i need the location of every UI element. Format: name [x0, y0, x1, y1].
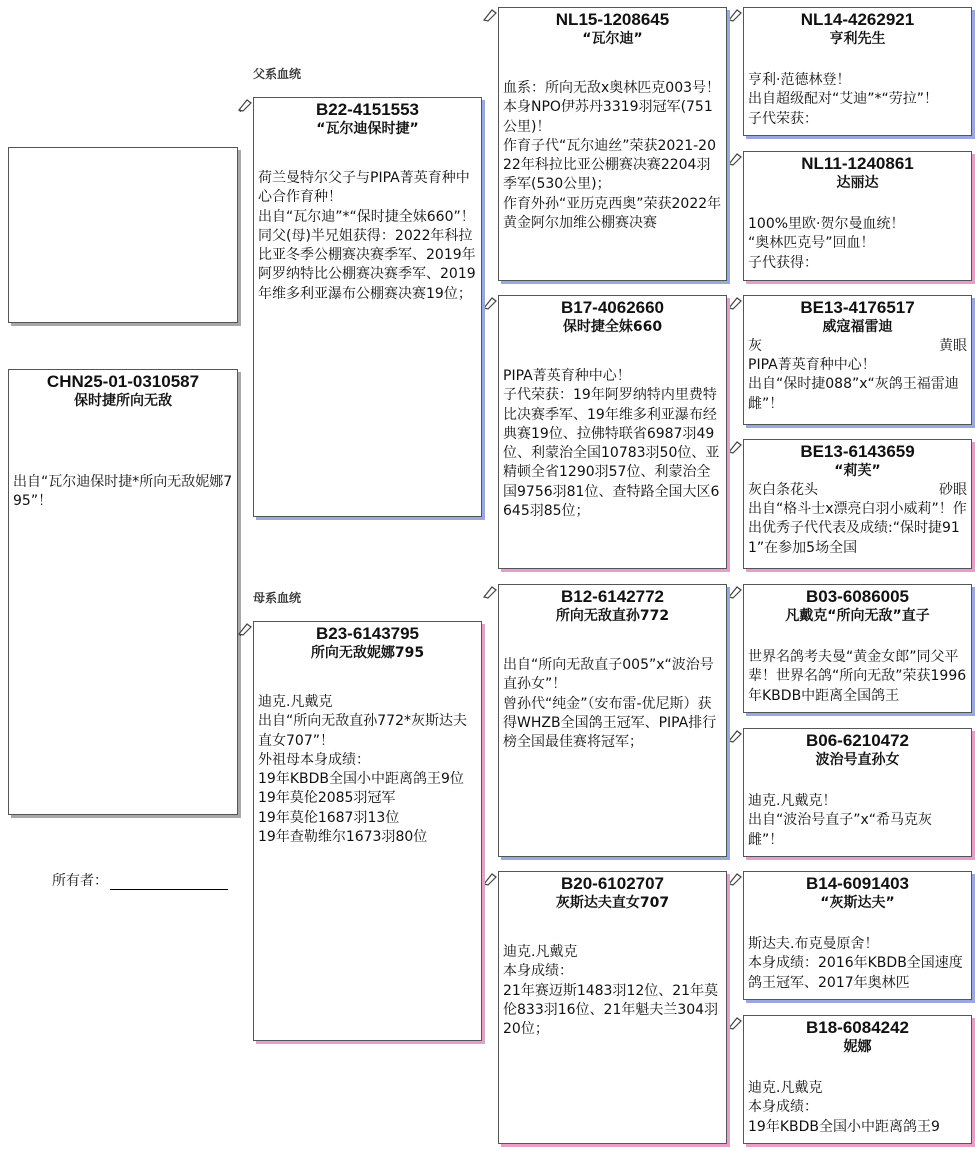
- sss-ring: NL14-4262921: [800, 10, 915, 29]
- dam-ring: B23-6143795: [315, 624, 420, 643]
- edit-tag-icon[interactable]: [482, 296, 498, 310]
- dss-ring: B03-6086005: [805, 587, 910, 606]
- ss-line: 本身NPO伊苏丹3319羽冠军(751公里)！: [503, 99, 713, 135]
- ssd-name: 达丽达: [836, 175, 879, 191]
- subject-line: 出自“瓦尔迪保时捷*所向无敌妮娜795”！: [13, 474, 233, 510]
- dam-line: 19年查勒维尔1673羽80位: [258, 829, 428, 846]
- dsd-line: 出自“波治号直子”x“希马克灰雌”！: [748, 812, 933, 848]
- sire-ring: B22-4151553: [315, 100, 420, 119]
- ssd-card: [743, 151, 972, 281]
- sire-line-label: 父系血统: [253, 67, 302, 81]
- ss-ring: NL15-1208645: [555, 10, 670, 29]
- sds-card: [743, 295, 972, 425]
- ds-line: 曾孙代“纯金”（安布雷-优尼斯）获得WHZB全国鸽王冠军、PIPA排行榜全国最佳赛将冠军；: [503, 695, 717, 751]
- edit-tag-icon[interactable]: [237, 98, 253, 112]
- dd-ring: B20-6102707: [560, 874, 665, 893]
- ss-line: 血系：所向无敌x奥林匹克003号！: [503, 80, 721, 96]
- dam-line: 19年KBDB全国小中距离鸽王9位: [258, 771, 464, 788]
- ssd-line: 子代获得：: [748, 254, 818, 271]
- ddd-card: [743, 1015, 972, 1144]
- dd-line: 21年赛迈斯1483羽12位、21年莫伦833羽16位、21年魁夫兰304羽20位；: [503, 982, 719, 1038]
- pigeon-photo-box: [8, 147, 238, 323]
- edit-tag-icon[interactable]: [482, 8, 498, 22]
- dam-line: 迪克.凡戴克: [258, 694, 333, 710]
- dam-line: 19年莫伦1687羽13位: [258, 809, 400, 826]
- sdd-eye: 砂眼: [939, 482, 967, 498]
- sdd-card: [743, 439, 972, 569]
- ddd-line: 本身成绩：: [748, 1099, 818, 1116]
- sds-name: 威寇福雷迪: [822, 319, 893, 335]
- dsd-card: [743, 728, 972, 857]
- dss-name: 凡戴克“所向无敌”直子: [785, 608, 930, 624]
- dds-ring: B14-6091403: [805, 874, 910, 893]
- dam-line: 19年莫伦2085羽冠军: [258, 790, 396, 807]
- dds-line: 本身成绩：2016年KBDB全国速度鸽王冠军、2017年奥林匹: [748, 955, 963, 991]
- ddd-ring: B18-6084242: [805, 1018, 910, 1037]
- ss-line: 作育外孙“亚历克西奥”荣获2022年黄金阿尔加维公棚赛决赛: [503, 195, 722, 232]
- edit-tag-icon[interactable]: [482, 585, 498, 599]
- dds-line: 斯达夫.布克曼原舍！: [748, 936, 879, 952]
- subject-name: 保时捷所向无敌: [74, 393, 172, 409]
- edit-tag-icon[interactable]: [727, 440, 743, 454]
- ssd-ring: NL11-1240861: [801, 154, 914, 173]
- dss-line: 世界名鸽考夫曼“黄金女郎”同父平辈！世界名鸽“所向无敌”荣获1996年KBDB中距离全国鸽王: [748, 649, 967, 704]
- edit-tag-icon[interactable]: [727, 1016, 743, 1030]
- sss-line: 子代荣获：: [748, 110, 818, 127]
- sire-dam-card: [498, 295, 727, 569]
- ssd-line: “奥林匹克号”回血！: [748, 235, 875, 252]
- sd-line: PIPA菁英育种中心！: [503, 368, 631, 384]
- dam-name: 所向无敌妮娜795: [310, 645, 425, 661]
- dam-line: 外祖母本身成绩：: [258, 751, 370, 768]
- owner-signature-line[interactable]: [110, 874, 228, 890]
- edit-tag-icon[interactable]: [727, 8, 743, 22]
- dam-line: 出自“所向无敌直孙772*灰斯达夫直女707”！: [258, 713, 467, 749]
- dd-name: 灰斯达夫直女707: [555, 895, 670, 911]
- ddd-name: 妮娜: [843, 1039, 872, 1055]
- edit-tag-icon[interactable]: [482, 872, 498, 886]
- edit-tag-icon[interactable]: [727, 729, 743, 743]
- sd-name: 保时捷全妹660: [562, 319, 663, 335]
- dsd-line: 迪克.凡戴克！: [748, 793, 837, 809]
- ddd-line: 19年KBDB全国小中距离鸽王9: [748, 1118, 940, 1135]
- sdd-ring: BE13-6143659: [800, 442, 915, 461]
- dsd-name: 波治号直孙女: [815, 752, 900, 768]
- sire-card: [253, 97, 482, 517]
- sd-ring: B17-4062660: [560, 298, 665, 317]
- sds-ring: BE13-4176517: [800, 298, 915, 317]
- sds-color: 灰: [748, 338, 762, 354]
- edit-tag-icon[interactable]: [727, 152, 743, 166]
- subject-ring: CHN25-01-0310587: [46, 372, 200, 391]
- sdd-line: 出自“格斗士x漂亮白羽小威莉”！作出优秀子代代表及成绩:“保时捷911”在参加5场全国: [748, 501, 967, 556]
- sdd-name: “莉芙”: [834, 463, 881, 479]
- ds-line: 出自“所向无敌直子005”x“波治号直孙女”！: [503, 657, 714, 693]
- ds-ring: B12-6142772: [560, 587, 665, 606]
- sss-name: 亨利先生: [829, 31, 886, 47]
- owner-label: 所有者：: [52, 873, 108, 889]
- ss-line: 作育子代“瓦尔迪丝”荣获2021-2022年科拉比亚公棚赛决赛2204羽季军(530公里)；: [503, 137, 717, 193]
- ddd-line: 迪克.凡戴克: [748, 1080, 823, 1096]
- ssd-line: 100%里欧·贺尔曼血统！: [748, 216, 905, 232]
- dss-card: [743, 584, 972, 713]
- sdd-color: 灰白条花头: [748, 482, 818, 498]
- ss-name: “瓦尔迪”: [582, 31, 643, 47]
- ds-name: 所向无敌直孙772: [555, 608, 670, 624]
- sss-card: [743, 7, 972, 136]
- sire-line: 出自“瓦尔迪”*“保时捷全妹660”！: [258, 208, 475, 225]
- sss-line: 亨利·范德林登！: [748, 72, 851, 88]
- dam-dam-card: [498, 871, 727, 1144]
- edit-tag-icon[interactable]: [727, 585, 743, 599]
- edit-tag-icon[interactable]: [237, 622, 253, 636]
- dsd-ring: B06-6210472: [805, 731, 910, 750]
- sds-eye: 黄眼: [939, 338, 967, 354]
- edit-tag-icon[interactable]: [727, 296, 743, 310]
- sds-line: PIPA菁英育种中心！: [748, 357, 876, 373]
- dd-line: 迪克.凡戴克: [503, 944, 578, 960]
- sds-line: 出自“保时捷088”x“灰鸽王福雷迪雌”！: [748, 376, 959, 412]
- subject-card: [8, 369, 238, 815]
- dds-name: “灰斯达夫”: [820, 895, 895, 911]
- dd-line: 本身成绩：: [503, 963, 573, 980]
- sire-line: 同父(母)半兄姐获得：2022年科拉比亚冬季公棚赛决赛季军、2019年阿罗纳特比公棚赛决赛季军、2019年维多利亚瀑布公棚赛决赛19位；: [258, 227, 476, 302]
- dam-sire-card: [498, 584, 727, 857]
- sd-line: 子代荣获：19年阿罗纳特内里费特比决赛季军、19年维多利亚瀑布经典赛19位、拉佛特联省6987羽49位、利蒙治全国10783羽50位、亚精顿全省1290羽57位、利蒙治全国9756羽81位、查特路全国大区6645羽85位；: [503, 387, 720, 520]
- edit-tag-icon[interactable]: [727, 872, 743, 886]
- sire-sire-card: [498, 7, 727, 281]
- sire-name: “瓦尔迪保时捷”: [316, 121, 419, 137]
- sss-line: 出自超级配对“艾迪”*“劳拉”！: [748, 91, 939, 108]
- owner-field: [52, 870, 228, 890]
- dam-line-label: 母系血统: [253, 591, 302, 605]
- sire-line: 荷兰曼特尔父子与PIPA菁英育种中心合作育种！: [258, 170, 470, 206]
- dam-card: [253, 621, 482, 1041]
- dds-card: [743, 871, 972, 1000]
